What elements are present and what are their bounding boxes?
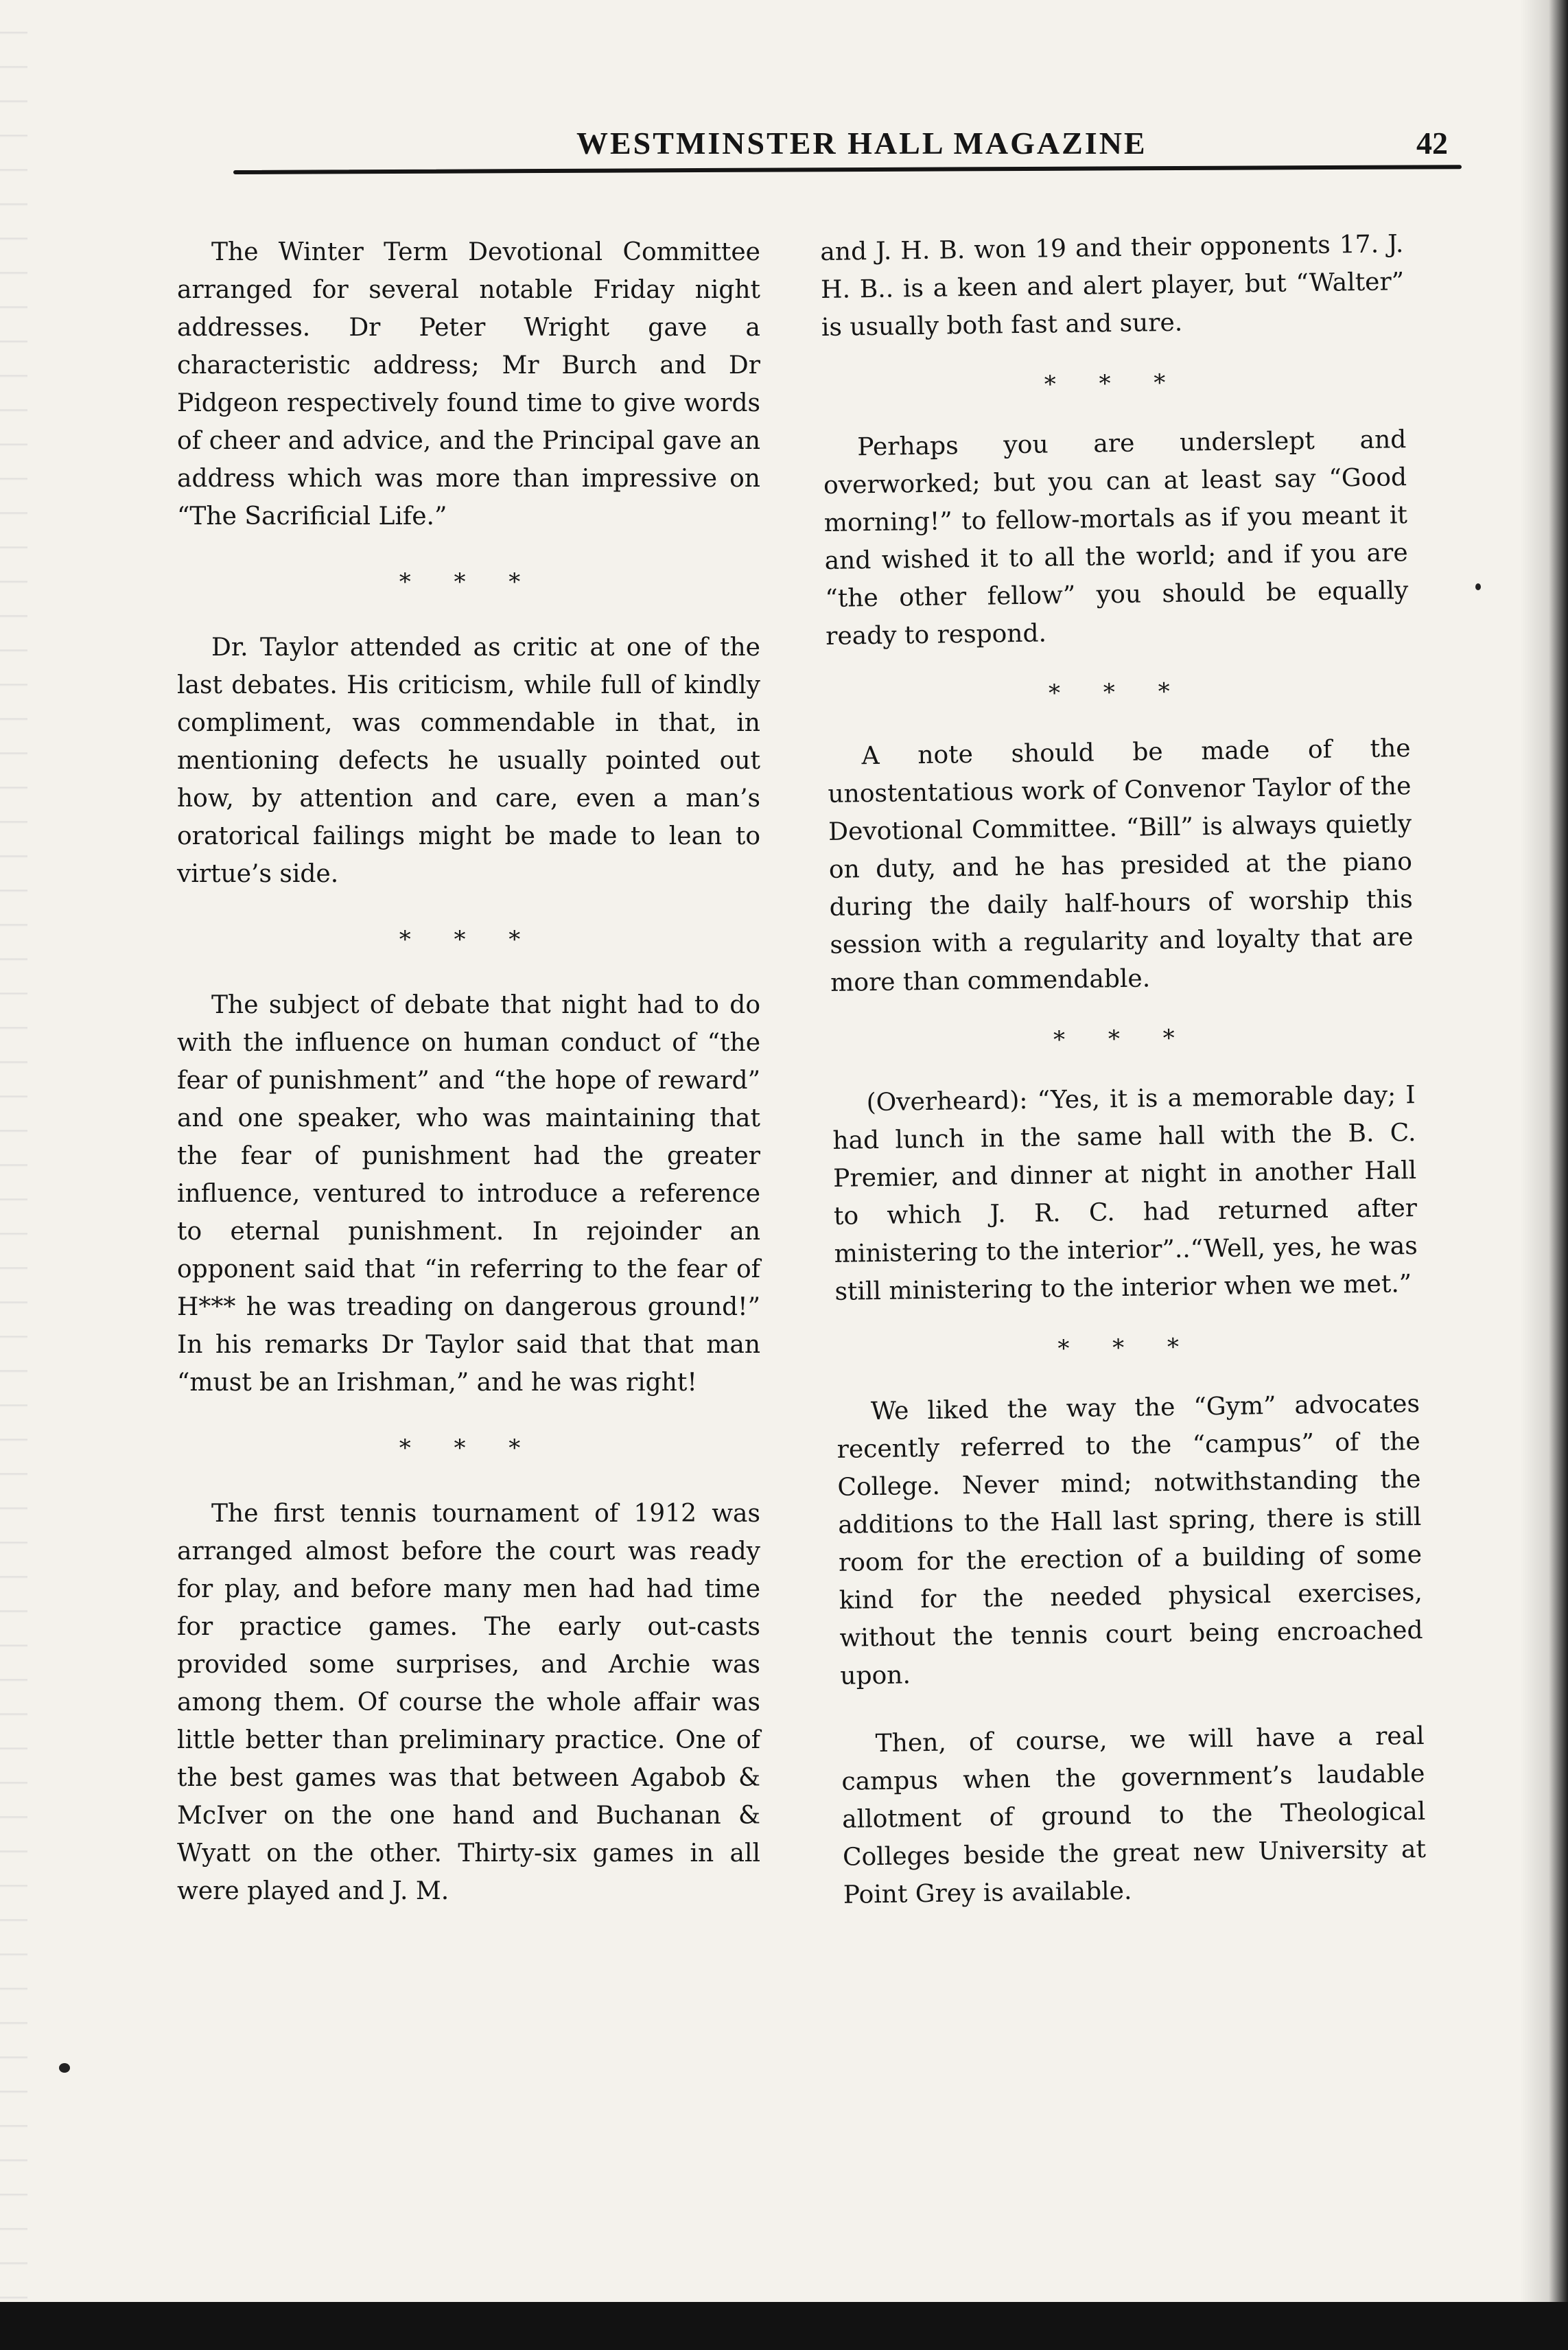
section-separator: * * * — [1053, 1024, 1193, 1054]
running-header — [233, 117, 1462, 185]
section-separator: * * * — [399, 1434, 539, 1462]
paragraph-overheard: (Overheard): “Yes, it is a memorable day; I had lunch in the same hall with the B. C. Premier, and dinner at night in another Hall to which J. R. C. had returned after ministering to the interior”..“Well, yes, he was still ministering to the interior when we met.” — [832, 1081, 1418, 1306]
paragraph-gym-campus: We liked the way the “Gym” advocates recently referred to the “campus” of the College. Never mind; notwithstanding the additions to the Hall last spring, there is still room for the erection of a building of some kind for the needed physical exercises, without the tennis court being encroached upon. — [836, 1389, 1423, 1690]
left-column — [177, 233, 760, 1910]
ink-speck — [59, 2063, 70, 2073]
section-separator: * * * — [1048, 677, 1188, 708]
paragraph-convenor-taylor: A note should be made of the unostentatious work of Convenor Taylor of the Devotional Committee. “Bill” is always quietly on duty, and he has presided at the piano during the daily half-hours of worship this session with a regularity and loyalty that are more than commendable. — [828, 734, 1414, 997]
section-separator: * * * — [1057, 1333, 1197, 1363]
paragraph-point-grey: Then, of course, we will have a real campus when the government’s laudable allotment of ground to the Theological Colleges beside the great new University at Point Grey is available. — [841, 1721, 1427, 1909]
paragraph-tennis-continued: and J. H. B. won 19 and their opponents 17. J. H. B.. is a keen and alert player, but “Walter” is usually both fast and sure. — [820, 230, 1405, 342]
magazine-title: WESTMINSTER HALL MAGAZINE — [576, 126, 1147, 161]
paragraph-good-morning: Perhaps you are underslept and overworked; but you can at least say “Good morning!” to fellow-mortals as if you meant it and wished it to all the world; and if you are “the other fellow” you should be equally ready to respond. — [823, 426, 1409, 651]
header-rule — [233, 165, 1462, 174]
paragraph-debate-subject: The subject of debate that night had to do with the influence on human conduct of “the fear of punishment” and “the hope of reward” and one speaker, who was maintaining that the fear of punishment had the greater influence, ventured to introduce a reference to eternal punishment. In rejoinder an opponent said that “in referring to the fear of H*** he was treading on dangerous ground!” In his remarks Dr Taylor said that that man “must be an Irishman,” and he was right! — [177, 991, 760, 1397]
paragraph-devotional-addresses: The Winter Term Devotional Committee arranged for several notable Friday night addresses. Dr Peter Wright gave a characteristic address; Mr Burch and Dr Pidgeon respectively found time to give words of cheer and advice, and the Principal gave an address which was more than impressive on “The Sacrificial Life.” — [177, 238, 760, 531]
scan-edge-left — [0, 0, 27, 2350]
ink-speck — [1475, 583, 1481, 590]
section-separator: * * * — [399, 568, 539, 596]
scan-edge-bottom — [0, 2302, 1568, 2350]
right-column — [820, 225, 1427, 1914]
page-number: 42 — [1416, 126, 1448, 161]
section-separator: * * * — [1044, 369, 1184, 399]
paragraph-tennis-tournament: The first tennis tournament of 1912 was arranged almost before the court was ready for play, and before many men had had time for practice games. The early out-casts provided some surprises, and Archie was among them. Of course the whole affair was little better than preliminary practice. One of the best games was that between Agabob & McIver on the one hand and Buchanan & Wyatt on the other. Thirty-six games in all were played and J. M. — [177, 1500, 760, 1905]
paragraph-dr-taylor-critic: Dr. Taylor attended as critic at one of the last debates. His criticism, while full of kindly compliment, was commendable in that, in mentioning defects he usually pointed out how, by attention and care, even a man’s oratorical failings might be made to lean to virtue’s side. — [177, 633, 760, 888]
section-separator: * * * — [399, 926, 539, 953]
scan-edge-right — [1520, 0, 1568, 2350]
